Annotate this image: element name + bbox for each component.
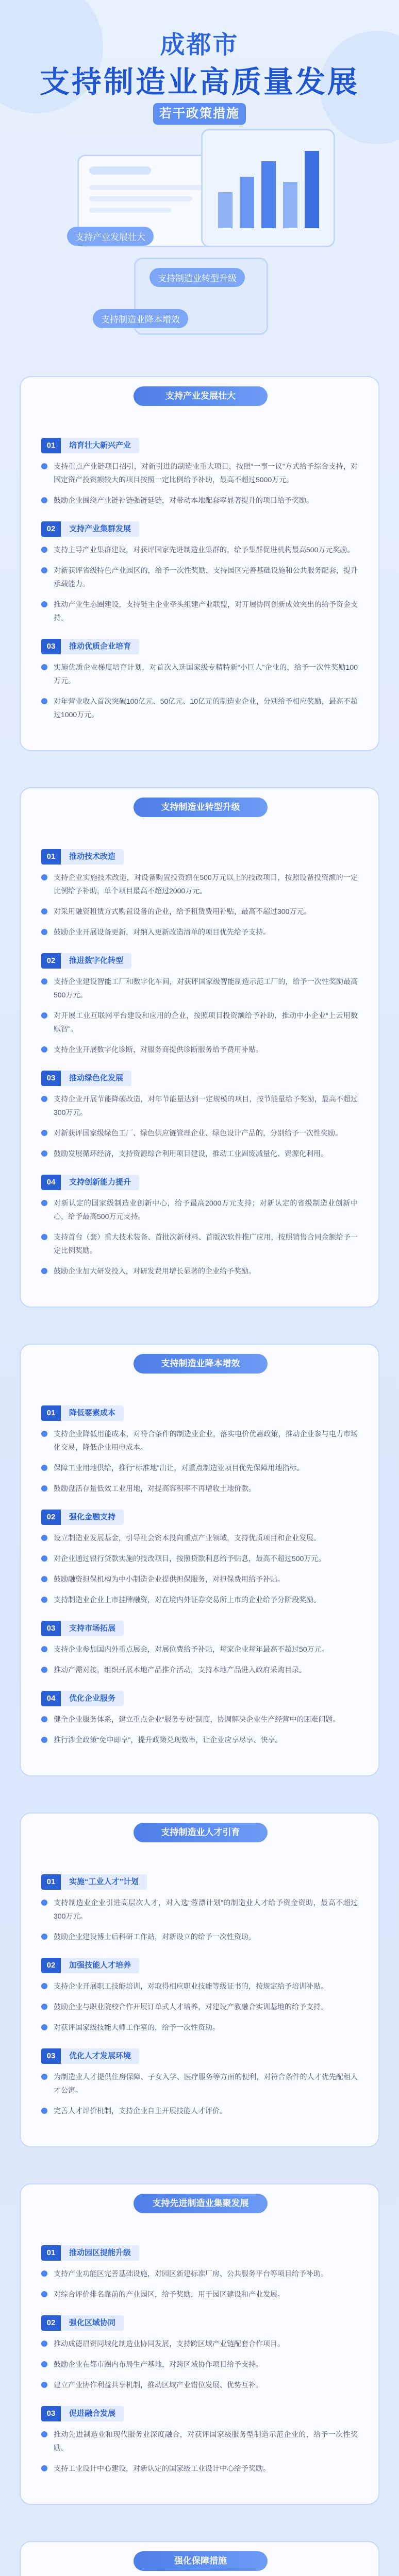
subsection-title: 推动优质企业培育 (61, 639, 139, 654)
policy-text: 推行涉企政策“免申即享”，提升政策兑现效率，让企业应享尽享、快享。 (54, 1736, 282, 1744)
policy-text: 支持企业开展数字化诊断，对服务商提供诊断服务给予费用补贴。 (54, 1045, 263, 1054)
bullet-icon (41, 978, 47, 985)
subsection-header (41, 438, 358, 453)
bullet-icon (41, 929, 47, 935)
policy-item (41, 2267, 358, 2280)
policy-item (41, 975, 358, 1002)
policy-text: 鼓励发展循环经济，支持资源综合利用项目建设，推动工业固废减量化、资源化利用。 (54, 1149, 328, 1158)
subsection-number: 03 (41, 639, 61, 654)
policy-section (20, 1812, 379, 2147)
policy-text: 实施优质企业梯度培育计划，对首次入选国家级专精特新“小巨人”企业的，给予一次性奖励100万元。 (54, 663, 358, 685)
bullet-icon (41, 1934, 47, 1940)
subsection-number: 01 (41, 2245, 61, 2261)
bullet-icon (41, 1900, 47, 1906)
policy-item (41, 660, 358, 687)
policy-text: 推动产需对接，组织开展本地产品推介活动，支持本地产品进入政府采购目录。 (54, 1666, 306, 1674)
section-title: 支持制造业转型升级 (134, 798, 268, 817)
subsection-title: 培育壮大新兴产业 (61, 438, 139, 453)
bullet-icon (41, 698, 47, 704)
policy-item (41, 1461, 358, 1475)
bullet-icon (41, 2074, 47, 2080)
policy-text: 对综合评价排名靠前的产业园区，给予奖励，用于园区建设和产业发展。 (54, 2290, 285, 2298)
section-title: 支持产业发展壮大 (134, 386, 268, 406)
subsection-title: 促进融合发展 (61, 2406, 124, 2421)
policy-text: 支持工业设计中心建设，对新认定的国家级工业设计中心给予奖励。 (54, 2464, 270, 2472)
bullet-icon (41, 1096, 47, 1102)
bullet-icon (41, 1431, 47, 1437)
section-title: 支持先进制造业集聚发展 (134, 2194, 268, 2213)
policy-section (20, 787, 379, 1308)
subsection-number: 02 (41, 1958, 61, 1973)
policy-item (41, 543, 358, 556)
subsection-title: 降低要素成本 (61, 1405, 124, 1421)
policy-item (41, 1126, 358, 1140)
bullet-icon (41, 1535, 47, 1541)
policy-text: 鼓励企业加大研发投入，对研发费用增长显著的企业给予奖励。 (54, 1267, 256, 1275)
bullet-icon (41, 1465, 47, 1471)
subsection-header (41, 639, 358, 654)
subsection-number: 02 (41, 1510, 61, 1525)
subsection-number: 03 (41, 2406, 61, 2421)
policy-item (41, 871, 358, 897)
policy-section (20, 376, 379, 751)
bullet-icon (41, 567, 47, 573)
policy-text: 对新认定的国家级制造业创新中心，给予最高2000万元支持；对新认定的省级制造业创新中心，给予最高500万元支持。 (54, 1199, 358, 1221)
subsection-number: 01 (41, 1405, 61, 1421)
bullet-icon (41, 908, 47, 914)
policy-item (41, 598, 358, 624)
policy-text: 支持制造业企业上市挂牌融资，对在境内外证券交易所上市的企业给予分阶段奖励。 (54, 1596, 321, 1604)
subsection-header (41, 1175, 358, 1190)
subsection-header (41, 953, 358, 969)
subsection-header (41, 1958, 358, 1973)
chart-illustration-icon (203, 130, 334, 246)
main-title: 支持制造业高质量发展 (39, 65, 359, 99)
bullet-icon (41, 1716, 47, 1722)
bullet-icon (41, 2108, 47, 2114)
policy-item (41, 1147, 358, 1160)
policy-text: 鼓励盘活存量低效工业用地，对提高容积率不再增收土地价款。 (54, 1484, 256, 1493)
policy-text: 推动产业生态圈建设，支持链主企业牵头组建产业联盟，对开展协同创新成效突出的给予资金支持。 (54, 600, 358, 622)
subsection-title: 推动绿色化发展 (61, 1071, 131, 1086)
policy-item (41, 1552, 358, 1565)
subsection-header (41, 1071, 358, 1086)
subsection-title: 支持创新能力提升 (61, 1175, 139, 1190)
policy-item (41, 2021, 358, 2034)
policy-item (41, 1896, 358, 1923)
subsection-number: 03 (41, 1071, 61, 1086)
policy-item (41, 1482, 358, 1495)
subsection-title: 推动园区提能升级 (61, 2245, 139, 2261)
policy-content (20, 376, 379, 2576)
bullet-icon (41, 1130, 47, 1136)
policy-text: 对采用融资租赁方式购置设备的企业，给予租赁费用补贴，最高不超过300万元。 (54, 907, 311, 916)
policy-text: 健全企业服务体系，建立重点企业“服务专员”制度，协调解决企业生产经营中的困难问题。 (54, 1715, 340, 1723)
policy-text: 鼓励企业与职业院校合作开展订单式人才培养，对建设产教融合实训基地的给予支持。 (54, 2003, 328, 2011)
subsection-title: 支持产业集群发展 (61, 521, 139, 537)
bullet-icon (41, 2270, 47, 2277)
subsection-header (41, 2245, 358, 2261)
policy-item (41, 2428, 358, 2454)
policy-item (41, 2378, 358, 2392)
hero-tag: 支持制造业转型升级 (149, 268, 245, 287)
subsection-header (41, 1691, 358, 1706)
subsection-title: 实施“工业人才”计划 (61, 1874, 147, 1890)
policy-text: 支持企业实施技术改造，对设备购置投资额在500万元以上的技改项目，按照设备投资额的一定比例给予补助，单个项目最高不超过2000万元。 (54, 873, 358, 895)
subsection-header (41, 1405, 358, 1421)
subsection-title: 优化企业服务 (61, 1691, 124, 1706)
policy-text: 鼓励融资担保机构为中小制造企业提供担保服务，对担保费用给予补贴。 (54, 1575, 285, 1583)
bullet-icon (41, 1555, 47, 1562)
policy-item (41, 1043, 358, 1056)
policy-item (41, 2358, 358, 2371)
policy-text: 对年营业收入首次突破100亿元、50亿元、10亿元的制造业企业，分别给予相应奖励，最高不超过1000万元。 (54, 697, 358, 719)
policy-text: 推动先进制造业和现代服务业深度融合，对获评国家级服务型制造示范企业的，给予一次性奖励。 (54, 2430, 358, 2452)
subsection-header (41, 1621, 358, 1636)
subsection-header (41, 521, 358, 537)
policy-item (41, 1593, 358, 1606)
subsection-number: 02 (41, 953, 61, 969)
policy-section (20, 2183, 379, 2505)
policy-text: 支持企业开展节能降碳改造，对年节能量达到一定规模的项目，按节能量给予奖励，最高不超过300万元。 (54, 1095, 358, 1116)
policy-item (41, 2287, 358, 2301)
subsection-number: 04 (41, 1175, 61, 1190)
policy-text: 设立制造业发展基金，引导社会资本投向重点产业领域，支持优质项目和企业发展。 (54, 1534, 321, 1542)
bullet-icon (41, 1268, 47, 1274)
bullet-icon (41, 497, 47, 503)
subsection-header (41, 2048, 358, 2064)
policy-item (41, 1930, 358, 1943)
policy-item (41, 1713, 358, 1726)
policy-item (41, 494, 358, 507)
policy-item (41, 2000, 358, 2013)
policy-item (41, 694, 358, 721)
subsection-number: 04 (41, 1691, 61, 1706)
subsection-title: 推动技术改造 (61, 849, 124, 865)
policy-item (41, 2462, 358, 2475)
policy-item (41, 1642, 358, 1656)
subsection-title: 加强技能人才培养 (61, 1958, 139, 1973)
policy-text: 对开展工业互联网平台建设和应用的企业，按照项目投资额给予补助，推动中小企业“上云用数赋智”。 (54, 1011, 358, 1033)
policy-item (41, 1009, 358, 1036)
policy-text: 建立产业协作利益共享机制，推动区域产业错位发展、优势互补。 (54, 2381, 263, 2389)
subsection-header (41, 1510, 358, 1525)
policy-item (41, 925, 358, 939)
bullet-icon (41, 1597, 47, 1603)
section-title: 支持制造业降本增效 (134, 1354, 268, 1374)
subsection-number: 01 (41, 849, 61, 865)
policy-text: 推动成德眉资同城化制造业协同发展，支持跨区域产业链配套合作项目。 (54, 2340, 285, 2348)
bullet-icon (41, 2465, 47, 2471)
policy-text: 鼓励企业围绕产业链补链强链延链，对带动本地配套率显著提升的项目给予奖励。 (54, 496, 313, 504)
policy-text: 支持企业降低用能成本，对符合条件的制造业企业，落实电价优惠政策，推动企业参与电力市场化交易，降低企业用电成本。 (54, 1430, 358, 1451)
bullet-icon (41, 1983, 47, 1989)
policy-text: 对获评国家级技能大师工作室的，给予一次性资助。 (54, 2023, 220, 2031)
bullet-icon (41, 463, 47, 469)
subsection-title: 强化区域协同 (61, 2315, 124, 2331)
bullet-icon (41, 1737, 47, 1743)
subsection-number: 02 (41, 2315, 61, 2331)
policy-section (20, 2541, 379, 2576)
bullet-icon (41, 1646, 47, 1652)
policy-item (41, 1572, 358, 1586)
policy-text: 支持产业功能区完善基础设施，对园区新建标准厂房、公共服务平台等项目给予补助。 (54, 2269, 328, 2278)
bullet-icon (41, 1150, 47, 1157)
policy-item (41, 1427, 358, 1454)
policy-text: 保障工业用地供给，推行“标准地”出让，对重点制造业项目优先保障用地指标。 (54, 1464, 304, 1472)
policy-text: 支持制造业企业引进高层次人才，对入选“蓉漂计划”的制造业人才给予资金资助，最高不超过300万元。 (54, 1899, 358, 1920)
bullet-icon (41, 2291, 47, 2297)
policy-section (20, 1344, 379, 1776)
bullet-icon (41, 1576, 47, 1582)
bullet-icon (41, 2004, 47, 2010)
subsection-number: 03 (41, 2048, 61, 2064)
policy-text: 鼓励企业开展设备更新，对纳入更新改造清单的项目优先给予支持。 (54, 928, 270, 936)
policy-item (41, 460, 358, 486)
bullet-icon (41, 2361, 47, 2367)
policy-text: 支持企业建设智能工厂和数字化车间，对获评国家级智能制造示范工厂的，给予一次性奖励最高500万元。 (54, 977, 358, 999)
policy-item (41, 1531, 358, 1545)
subsection-title: 强化金融支持 (61, 1510, 124, 1525)
policy-item (41, 1092, 358, 1119)
section-title: 支持制造业人才引育 (134, 1823, 268, 1842)
subsection-title: 推进数字化转型 (61, 953, 131, 969)
subsection-header (41, 1874, 358, 1890)
subsection-header (41, 2315, 358, 2331)
policy-text: 为制造业人才提供住房保障、子女入学、医疗服务等方面的便利，对符合条件的人才优先配租人才公寓。 (54, 2073, 358, 2094)
bullet-icon (41, 1012, 47, 1019)
policy-item (41, 1196, 358, 1223)
city-title: 成都市 (160, 31, 239, 59)
policy-item (41, 1663, 358, 1676)
hero-tag: 支持制造业降本增效 (93, 309, 188, 328)
subsection-title: 优化人才发展环境 (61, 2048, 139, 2064)
bullet-icon (41, 664, 47, 670)
policy-text: 支持主导产业集群建设，对获评国家先进制造业集群的，给予集群促进机构最高500万元奖励。 (54, 546, 355, 554)
subsection-header (41, 849, 358, 865)
section-title: 强化保障措施 (134, 2551, 268, 2571)
policy-text: 鼓励企业建设博士后科研工作站，对新设立的给予一次性资助。 (54, 1933, 256, 1941)
bullet-icon (41, 2431, 47, 2437)
policy-item (41, 905, 358, 918)
policy-text: 对新获评省级特色产业园区的，给予一次性奖励，支持园区完善基础设施和公共服务配套，提升承载能力。 (54, 566, 358, 588)
subsection-number: 01 (41, 1874, 61, 1890)
policy-item (41, 2337, 358, 2350)
bullet-icon (41, 2341, 47, 2347)
subsection-number: 02 (41, 521, 61, 537)
bullet-icon (41, 2024, 47, 2030)
bullet-icon (41, 1234, 47, 1240)
policy-item (41, 1979, 358, 1993)
hero-banner (0, 0, 399, 392)
policy-text: 完善人才评价机制，支持企业自主开展技能人才评价。 (54, 2107, 227, 2115)
subtitle-pill: 若干政策措施 (153, 103, 246, 125)
policy-item (41, 1733, 358, 1747)
hero-tag: 支持产业发展壮大 (67, 227, 154, 246)
subsection-number: 01 (41, 438, 61, 453)
bullet-icon (41, 1046, 47, 1053)
bullet-icon (41, 601, 47, 607)
policy-item (41, 1230, 358, 1257)
bullet-icon (41, 547, 47, 553)
bullet-icon (41, 2382, 47, 2388)
policy-item (41, 2104, 358, 2117)
policy-text: 支持企业参加国内外重点展会，对展位费给予补贴，每家企业每年最高不超过50万元。 (54, 1645, 329, 1653)
policy-text: 鼓励企业在都市圈内布局生产基地，对跨区域协作项目给予支持。 (54, 2360, 263, 2368)
policy-text: 支持企业开展职工技能培训，对取得相应职业技能等级证书的，按规定给予培训补贴。 (54, 1982, 328, 1990)
subsection-header (41, 2406, 358, 2421)
policy-text: 对新获评国家级绿色工厂、绿色供应链管理企业、绿色设计产品的，分别给予一次性奖励。 (54, 1129, 342, 1137)
illustration-window (201, 129, 335, 247)
policy-text: 支持重点产业链项目招引，对新引进的制造业重大项目，按照“一事一议”方式给予综合支持，对固定资产投资额较大的项目按照一定比例给予补助，最高不超过5000万元。 (54, 462, 358, 484)
policy-text: 对企业通过银行贷款实施的技改项目，按照贷款利息给予贴息，最高不超过500万元。 (54, 1554, 326, 1563)
subsection-title: 支持市场拓展 (61, 1621, 124, 1636)
bullet-icon (41, 1667, 47, 1673)
bullet-icon (41, 1485, 47, 1492)
bullet-icon (41, 874, 47, 880)
policy-item (41, 2070, 358, 2097)
policy-item (41, 564, 358, 590)
bullet-icon (41, 1200, 47, 1206)
subsection-number: 03 (41, 1621, 61, 1636)
policy-item (41, 1264, 358, 1278)
policy-text: 支持首台（套）重大技术装备、首批次新材料、首版次软件推广应用，按照销售合同金额给予一定比例奖励。 (54, 1233, 358, 1255)
